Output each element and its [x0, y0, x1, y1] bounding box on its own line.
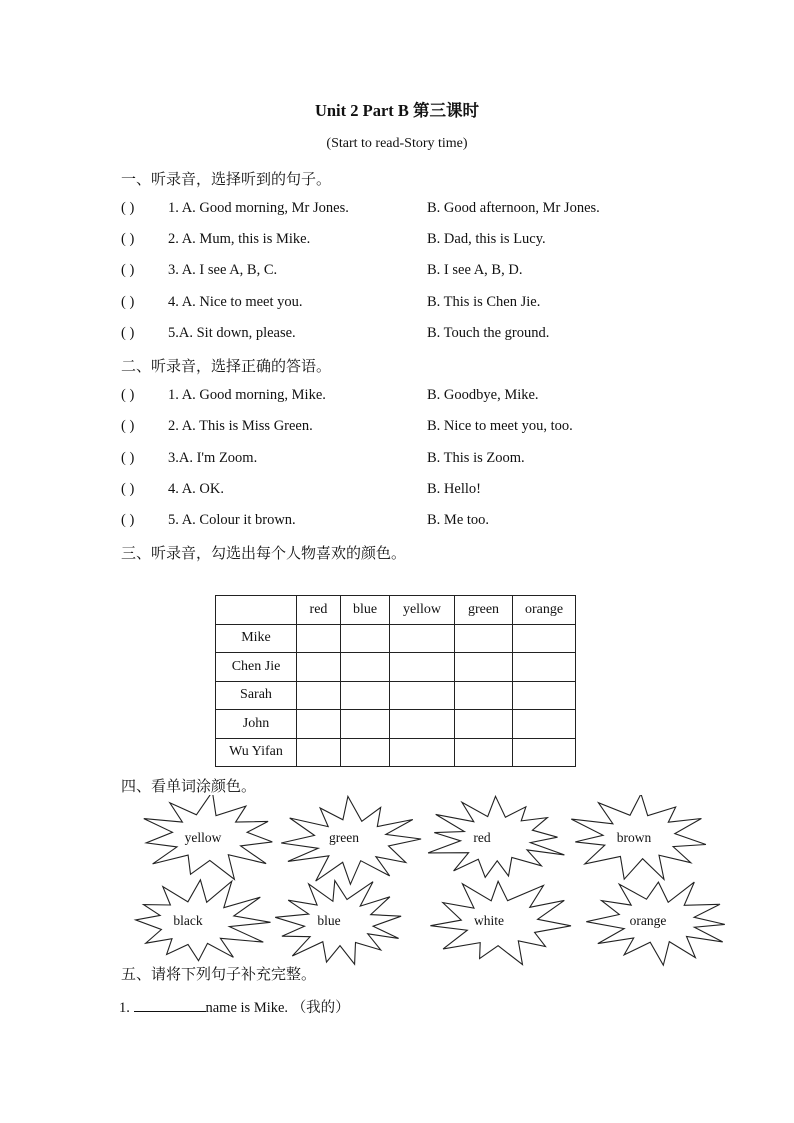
answer-blank[interactable]: ( ): [121, 200, 135, 216]
answer-blank[interactable]: ( ): [121, 325, 135, 341]
option-b: B. I see A, B, D.: [427, 262, 523, 278]
option-b: B. This is Zoom.: [427, 450, 525, 466]
table-header-cell: [216, 596, 297, 625]
table-header-cell: orange: [513, 596, 576, 625]
table-header-cell: blue: [341, 596, 390, 625]
section-2-heading: 二、听录音，选择正确的答语。: [121, 359, 332, 375]
fill-in-item: [119, 996, 350, 1017]
option-a: 5.A. Sit down, please.: [168, 325, 296, 341]
color-word-bursts: [0, 795, 794, 970]
table-header-cell: red: [297, 596, 341, 625]
burst-word: brown: [616, 830, 652, 845]
burst-word: blue: [317, 913, 341, 928]
table-header-cell: yellow: [390, 596, 455, 625]
answer-blank[interactable]: ( ): [121, 450, 135, 466]
burst-green[interactable]: [281, 796, 421, 884]
check-cell[interactable]: [341, 653, 390, 682]
option-a: 4. A. Nice to meet you.: [168, 294, 303, 310]
page-subtitle: (Start to read-Story time): [326, 136, 468, 151]
option-a: 4. A. OK.: [168, 481, 224, 497]
check-cell[interactable]: [455, 653, 513, 682]
option-a: 3.A. I'm Zoom.: [168, 450, 258, 466]
option-a: 2. A. Mum, this is Mike.: [168, 231, 311, 247]
section-1-heading: 一、听录音，选择听到的句子。: [121, 172, 332, 188]
burst-word: green: [329, 830, 359, 845]
option-b: B. Good afternoon, Mr Jones.: [427, 200, 600, 216]
check-cell[interactable]: [341, 710, 390, 739]
option-b: B. Nice to meet you, too.: [427, 418, 573, 434]
burst-word: white: [474, 913, 504, 928]
option-b: B. This is Chen Jie.: [427, 294, 541, 310]
table-row: [216, 653, 576, 682]
item-hint: （我的）: [291, 1000, 350, 1016]
check-cell[interactable]: [513, 738, 576, 767]
row-label: Chen Jie: [216, 653, 297, 682]
answer-blank[interactable]: ( ): [121, 512, 135, 528]
row-label: Sarah: [216, 681, 297, 710]
answer-blank[interactable]: ( ): [121, 387, 135, 403]
option-a: 2. A. This is Miss Green.: [168, 418, 313, 434]
item-text: name is Mike.: [205, 1000, 289, 1016]
check-cell[interactable]: [390, 710, 455, 739]
starburst-shape[interactable]: [428, 796, 564, 877]
burst-word: yellow: [184, 830, 222, 845]
answer-blank[interactable]: ( ): [121, 481, 135, 497]
option-a: 5. A. Colour it brown.: [168, 512, 296, 528]
check-cell[interactable]: [390, 738, 455, 767]
table-row: [216, 624, 576, 653]
check-cell[interactable]: [513, 624, 576, 653]
burst-word: red: [473, 830, 491, 845]
check-cell[interactable]: [455, 710, 513, 739]
check-cell[interactable]: [390, 624, 455, 653]
section-4-heading: 四、看单词涂颜色。: [121, 779, 257, 795]
check-cell[interactable]: [513, 653, 576, 682]
fill-in-blank[interactable]: [134, 997, 206, 1012]
table-header-cell: green: [455, 596, 513, 625]
burst-black[interactable]: [136, 880, 271, 961]
check-cell[interactable]: [297, 681, 341, 710]
check-cell[interactable]: [297, 738, 341, 767]
option-b: B. Touch the ground.: [427, 325, 550, 341]
burst-yellow[interactable]: [144, 795, 272, 879]
option-a: 1. A. Good morning, Mike.: [168, 387, 326, 403]
check-cell[interactable]: [341, 738, 390, 767]
check-cell[interactable]: [513, 681, 576, 710]
burst-word: black: [173, 913, 203, 928]
check-cell[interactable]: [455, 624, 513, 653]
option-a: 1. A. Good morning, Mr Jones.: [168, 200, 349, 216]
burst-white[interactable]: [430, 881, 571, 964]
section-5-heading: 五、请将下列句子补充完整。: [121, 967, 317, 983]
answer-blank[interactable]: ( ): [121, 294, 135, 310]
answer-blank[interactable]: ( ): [121, 262, 135, 278]
row-label: Wu Yifan: [216, 738, 297, 767]
color-preference-table: [215, 595, 576, 767]
table-row: [216, 681, 576, 710]
burst-orange[interactable]: [586, 882, 725, 965]
check-cell[interactable]: [341, 681, 390, 710]
burst-red[interactable]: [428, 796, 564, 877]
page-title: Unit 2 Part B 第三课时: [314, 101, 480, 120]
check-cell[interactable]: [297, 710, 341, 739]
row-label: John: [216, 710, 297, 739]
check-cell[interactable]: [513, 710, 576, 739]
burst-brown[interactable]: [571, 795, 706, 879]
option-b: B. Me too.: [427, 512, 490, 528]
table-row: [216, 738, 576, 767]
check-cell[interactable]: [455, 681, 513, 710]
option-b: B. Goodbye, Mike.: [427, 387, 539, 403]
check-cell[interactable]: [341, 624, 390, 653]
table-row: [216, 710, 576, 739]
check-cell[interactable]: [297, 624, 341, 653]
check-cell[interactable]: [455, 738, 513, 767]
burst-word: orange: [629, 913, 667, 928]
answer-blank[interactable]: ( ): [121, 231, 135, 247]
check-cell[interactable]: [297, 653, 341, 682]
table-header-row: [216, 596, 576, 625]
answer-blank[interactable]: ( ): [121, 418, 135, 434]
option-b: B. Hello!: [427, 481, 481, 497]
option-b: B. Dad, this is Lucy.: [427, 231, 546, 247]
option-a: 3. A. I see A, B, C.: [168, 262, 278, 278]
item-number: 1.: [119, 1000, 130, 1016]
check-cell[interactable]: [390, 653, 455, 682]
burst-blue[interactable]: [275, 881, 401, 965]
section-3-heading: 三、听录音，勾选出每个人物喜欢的颜色。: [121, 546, 407, 562]
check-cell[interactable]: [390, 681, 455, 710]
row-label: Mike: [216, 624, 297, 653]
starburst-shape[interactable]: [136, 880, 271, 961]
